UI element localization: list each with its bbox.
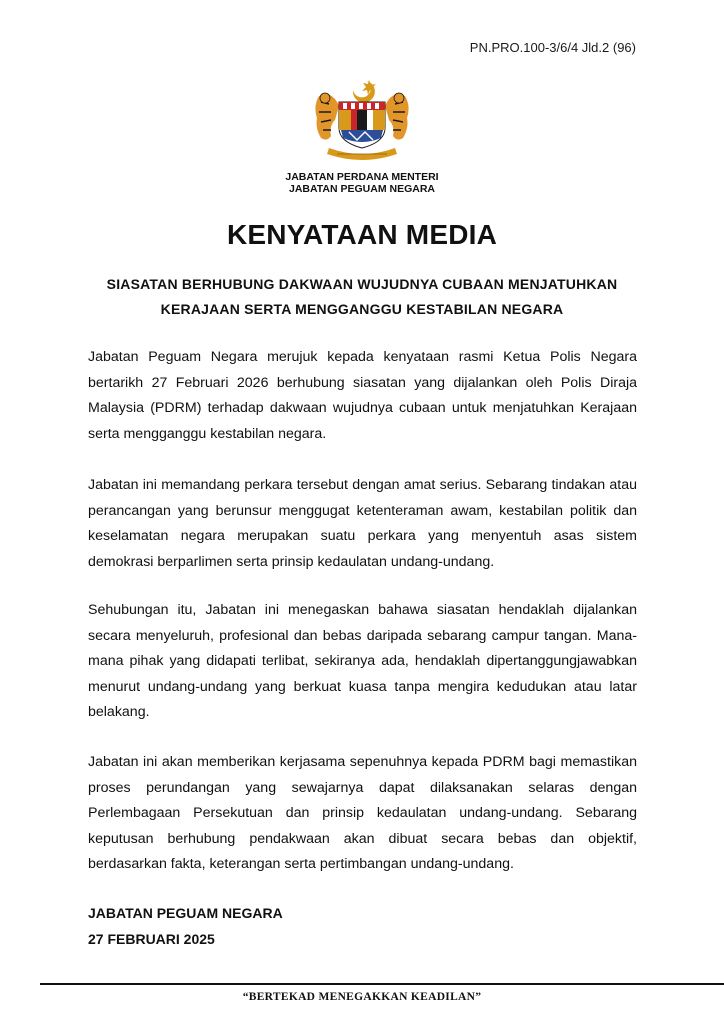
reference-number: PN.PRO.100-3/6/4 Jld.2 (96) — [469, 40, 636, 55]
signature-issuer: JABATAN PEGUAM NEGARA — [88, 905, 283, 921]
subject-line-2: KERAJAAN SERTA MENGGANGGU KESTABILAN NEGARA — [160, 301, 564, 317]
footer-motto: “BERTEKAD MENEGAKKAN KEADILAN” — [242, 991, 482, 1003]
department-line-2: JABATAN PEGUAM NEGARA — [288, 183, 436, 195]
paragraph-2: Jabatan ini memandang perkara tersebut dengan amat serius. Sebarang tindakan atau perancangan yang berunsur menggugat ketenteraman awam, kestabilan politik dan keselamatan negara merupakan suatu perkara yang menyentuh asas sistem demokrasi berparlimen serta prinsip kedaulatan undang-undang. — [88, 477, 637, 570]
malaysia-coat-of-arms-icon — [309, 76, 415, 162]
paragraph-4: Jabatan ini akan memberikan kerjasama sepenuhnya kepada PDRM bagi memastikan proses perundangan yang sewajarnya dapat dilaksanakan selaras dengan Perlembagaan Persekutuan dan prinsip kedaulatan undang-undang. Sebarang keputusan berhubung pendakwaan akan dibuat secara bebas dan objektif, berdasarkan fakta, keterangan serta pertimbangan undang-undang. — [88, 754, 637, 872]
department-line-1: JABATAN PERDANA MENTERI — [285, 171, 439, 183]
subject-line-1: SIASATAN BERHUBUNG DAKWAAN WUJUDNYA CUBAAN MENJATUHKAN — [106, 276, 618, 292]
paragraph-1: Jabatan Peguam Negara merujuk kepada kenyataan rasmi Ketua Polis Negara bertarikh 27 Februari 2026 berhubung siasatan yang dijalankan oleh Polis Diraja Malaysia (PDRM) terhadap dakwaan wujudnya cubaan untuk menjatuhkan Kerajaan serta mengganggu kestabilan negara. — [88, 349, 637, 442]
paragraph-3: Sehubungan itu, Jabatan ini menegaskan bahawa siasatan hendaklah dijalankan secara menyeluruh, profesional dan bebas daripada sebarang campur tangan. Mana-mana pihak yang didapati terlibat, sekiranya ada, hendaklah dipertanggungjawabkan menurut undang-undang yang berkuat kuasa tanpa mengira kedudukan atau latar belakang. — [88, 602, 637, 720]
footer-divider — [40, 983, 724, 985]
signature-date: 27 FEBRUARI 2025 — [88, 931, 215, 947]
document-title: KENYATAAN MEDIA — [226, 219, 498, 250]
